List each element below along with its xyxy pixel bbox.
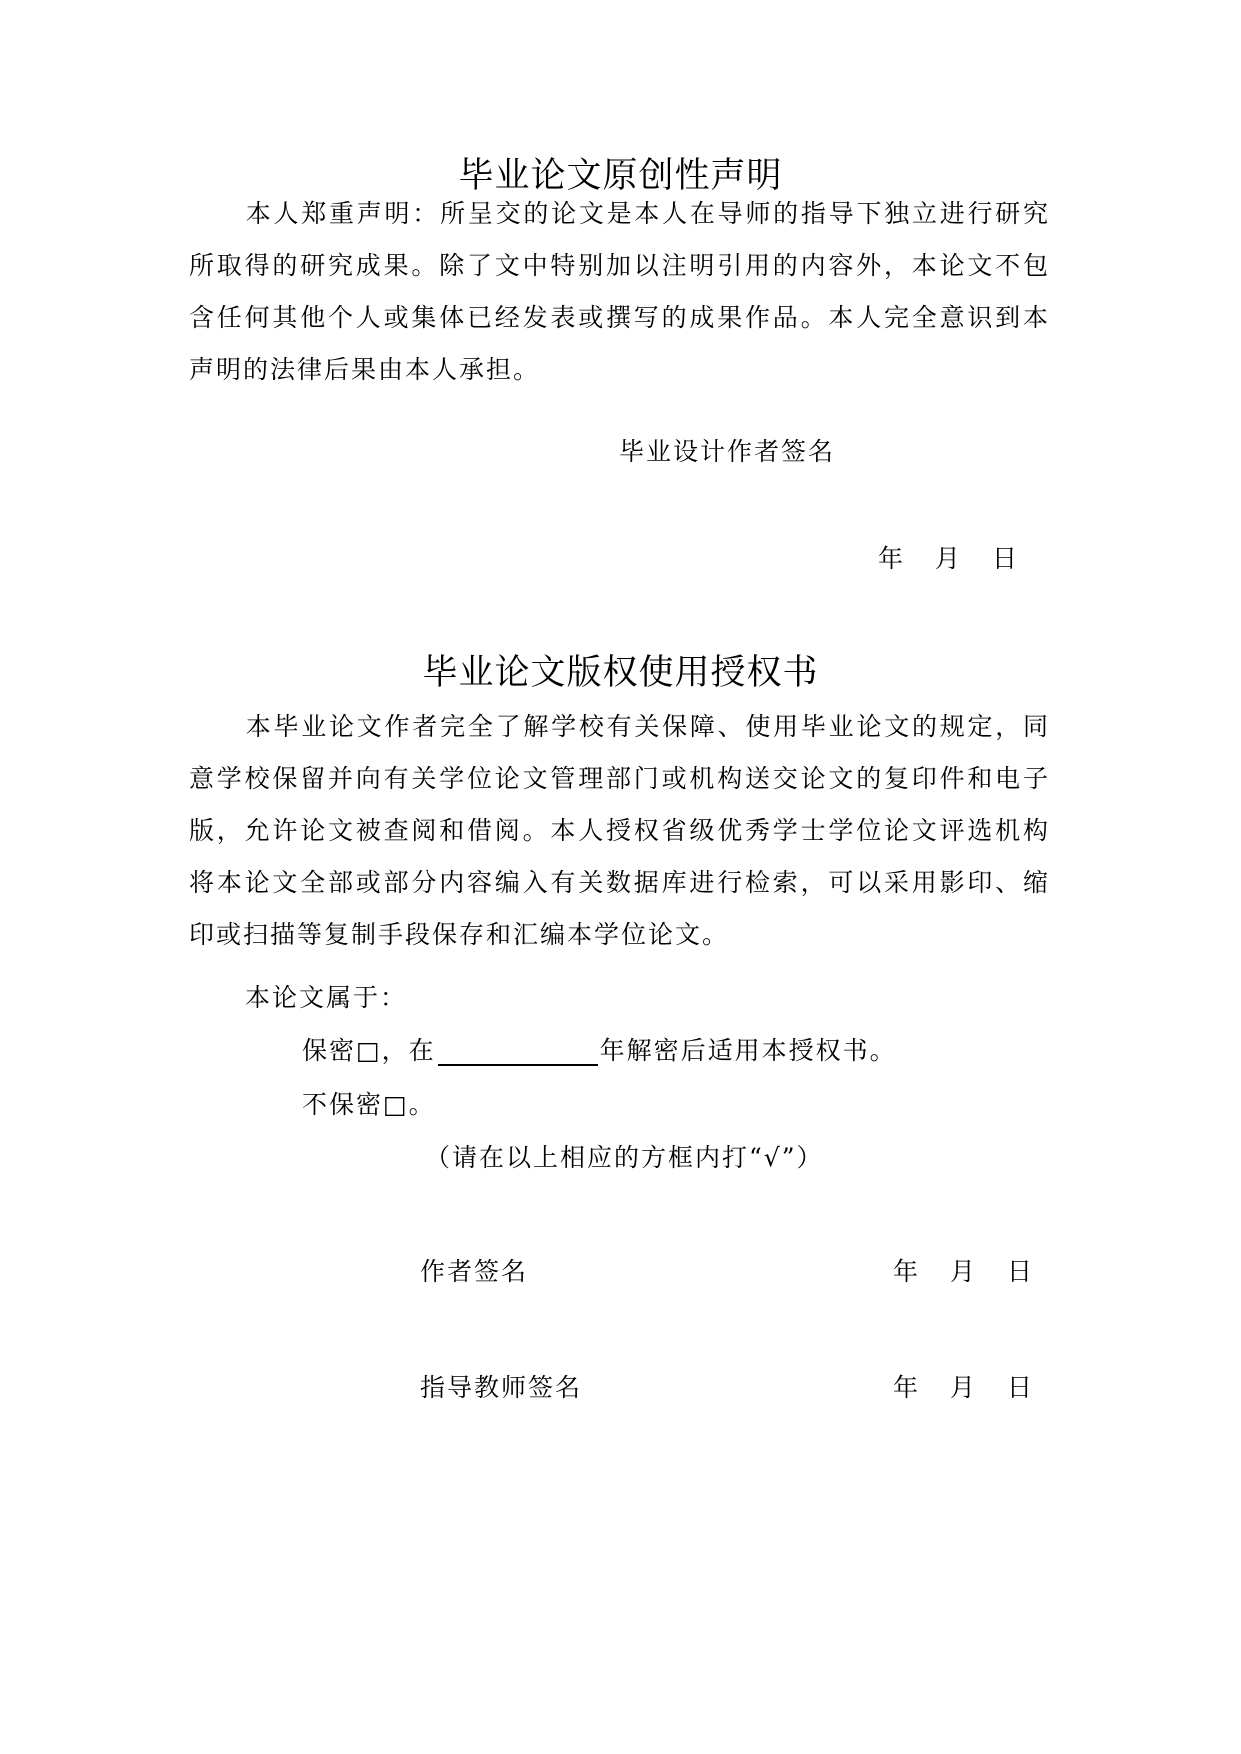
option-confidential [302,1035,897,1066]
originality-title: 毕业论文原创性声明 [458,156,783,196]
originality-date [878,543,1017,574]
date-month: 月 [935,544,961,573]
option-public: 不保密□。 [302,1090,436,1119]
advisor-signature-date [893,1372,1032,1403]
checkmark-instruction: （请在以上相应的方框内打“√”） [425,1143,824,1172]
date-year: 年 [893,1373,919,1402]
copyright-paragraph [189,701,1050,961]
date-year: 年 [893,1257,919,1286]
date-year: 年 [878,544,904,573]
date-day: 日 [1007,1373,1033,1402]
copyright-paragraph-text: 本毕业论文作者完全了解学校有关保障、使用毕业论文的规定，同意学校保留并向有关学位论文管理部门或机构送交论文的复印件和电子版，允许论文被查阅和借阅。本人授权省级优秀学士学位论文评选机构将本论文全部或部分内容编入有关数据库进行检索，可以采用影印、缩印或扫描等复制手段保存和汇编本学位论文。 [189,712,1050,949]
date-day: 日 [992,544,1018,573]
originality-paragraph-text: 本人郑重声明：所呈交的论文是本人在导师的指导下独立进行研究所取得的研究成果。除了文中特别加以注明引用的内容外，本论文不包含任何其他个人或集体已经发表或撰写的成果作品。本人完全意识到本声明的法律后果由本人承担。 [189,199,1050,384]
year-blank-field[interactable] [438,1038,598,1066]
advisor-signature-label: 指导教师签名 [420,1373,583,1402]
copyright-title: 毕业论文版权使用授权书 [422,653,819,693]
date-month: 月 [950,1257,976,1286]
option-confidential-prefix: 保密□，在 [302,1036,436,1065]
copyright-belongs-label: 本论文属于： [245,983,408,1012]
date-day: 日 [1007,1257,1033,1286]
author-signature-label: 作者签名 [420,1257,529,1286]
originality-signature-label: 毕业设计作者签名 [619,437,836,466]
date-month: 月 [950,1373,976,1402]
originality-paragraph [189,188,1050,396]
option-confidential-suffix: 年解密后适用本授权书。 [599,1036,897,1065]
author-signature-date [893,1256,1032,1287]
